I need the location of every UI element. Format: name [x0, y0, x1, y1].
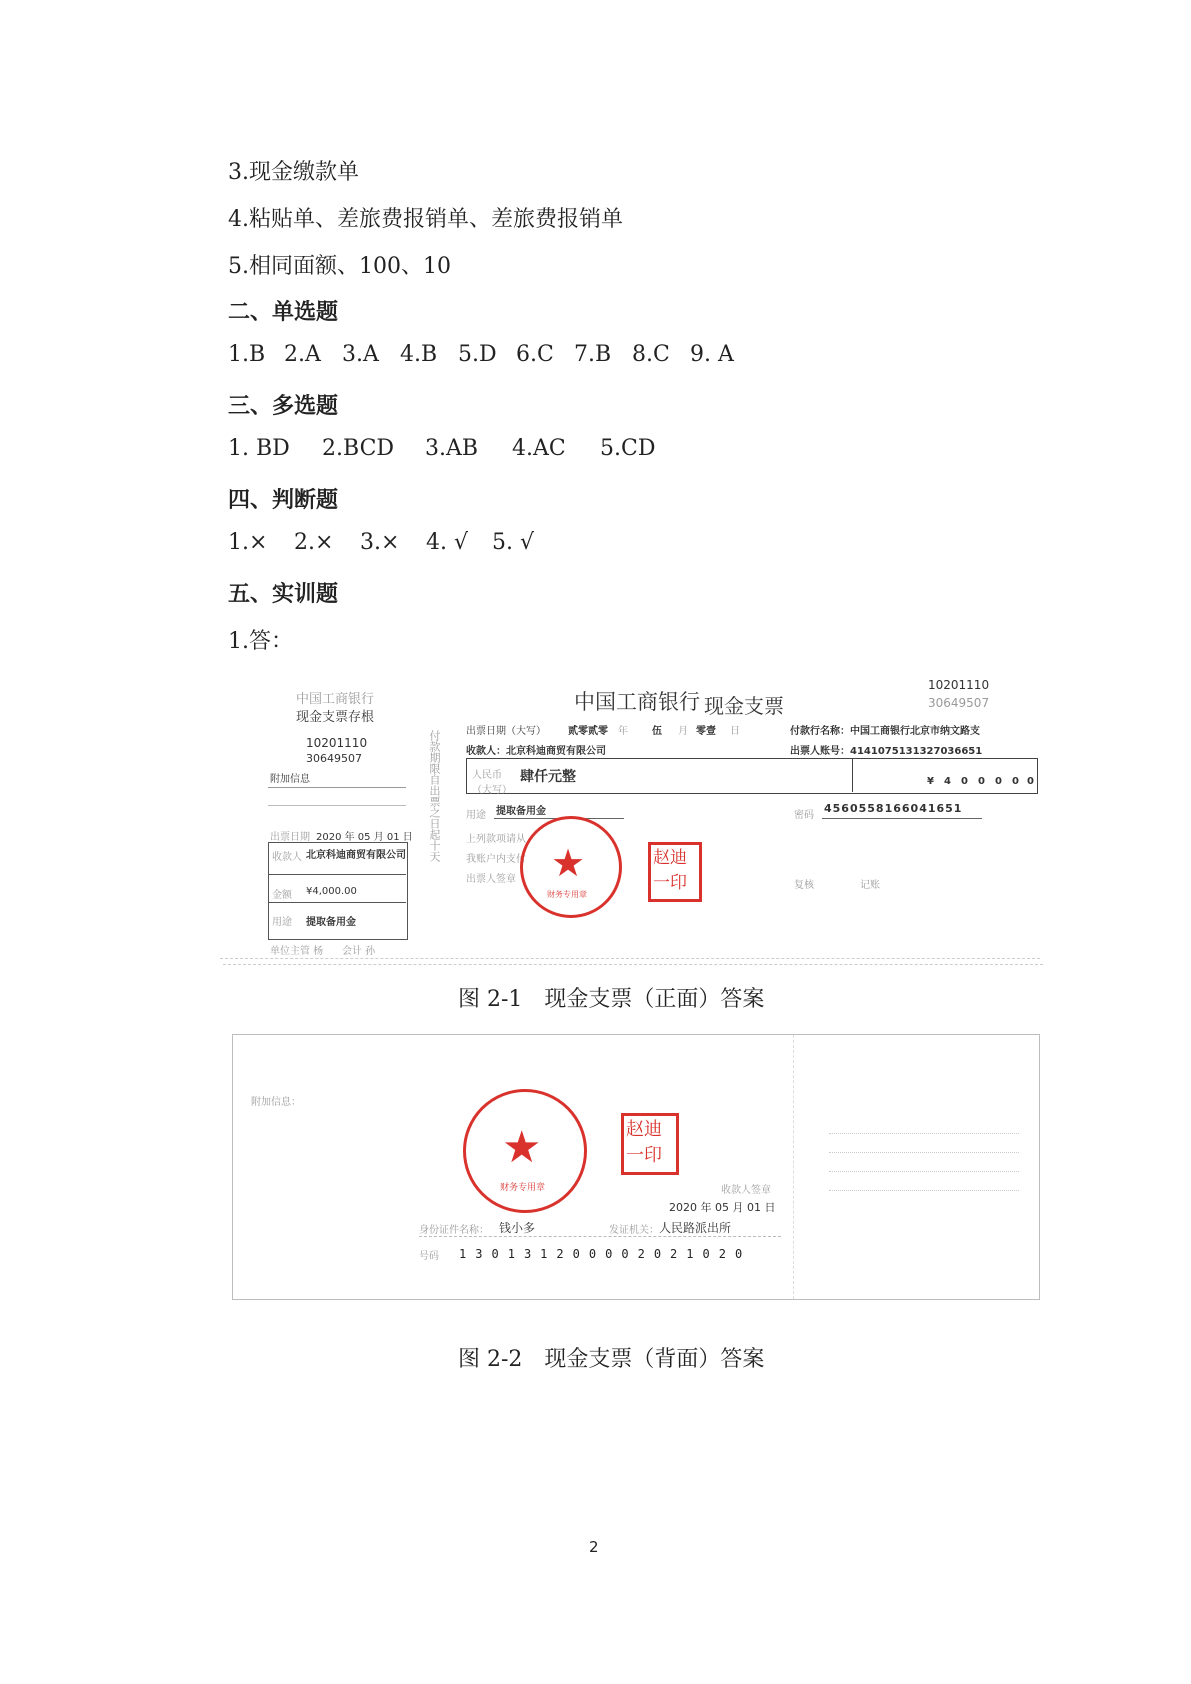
date-label: 出票日期（大写）	[466, 726, 546, 737]
id-digit: 3	[475, 1247, 492, 1261]
id-digit: 0	[653, 1247, 671, 1261]
stub-date: 2020 年 05 月 01 日	[316, 832, 413, 843]
stub-amount-label: 金额	[272, 890, 292, 901]
bank-name: 中国工商银行	[574, 690, 700, 714]
stub-use-label: 用途	[272, 917, 292, 928]
id-digit: 0	[702, 1247, 719, 1261]
practice-answer-label: 1.答：	[228, 629, 293, 654]
stub-line	[268, 787, 406, 788]
password-label: 密码	[794, 810, 814, 821]
id-digit: 0	[621, 1247, 638, 1261]
stub-bank: 中国工商银行	[296, 692, 375, 707]
date-day-unit: 日	[730, 726, 740, 737]
faint-line	[829, 1142, 1019, 1153]
company-stamp	[463, 1089, 587, 1213]
cheque-front-image	[220, 670, 1040, 955]
cheque-code2: 30649507	[928, 696, 990, 710]
answer-item: 7.B	[574, 342, 612, 367]
answer-item: 8.C	[632, 342, 670, 367]
judge-answers	[228, 530, 534, 555]
answer-item: 1.B	[228, 342, 266, 367]
side-text: 付款期限自出票之日起十天	[428, 730, 441, 862]
holder-name: 钱小多	[499, 1221, 536, 1235]
section-true-false: 四、判断题	[228, 488, 339, 513]
stub-payee-label: 收款人	[272, 852, 302, 863]
digit-0: ¥	[927, 776, 934, 787]
personal-seal	[621, 1113, 679, 1175]
stub-title: 现金支票存根	[296, 710, 375, 725]
cheque-back-image	[232, 1034, 1040, 1300]
section-multiple-choice: 三、多选题	[228, 394, 339, 419]
stub-payee: 北京科迪商贸有限公司	[306, 850, 406, 861]
date-day: 零壹	[696, 726, 716, 737]
section-practice: 五、实训题	[228, 582, 339, 607]
answer-item: 2.BCD	[322, 436, 395, 461]
figure-caption-1: 图 2-1 现金支票（正面）答案	[458, 987, 765, 1012]
id-digit: 0	[734, 1247, 752, 1261]
answer-item: 1. BD	[228, 436, 290, 461]
id-digits	[459, 1247, 751, 1261]
digit-2: 0	[961, 776, 968, 787]
amount-words: 肆仟元整	[520, 769, 576, 785]
stub-code2: 30649507	[306, 752, 362, 765]
faint-line	[829, 1180, 1019, 1191]
rule	[223, 964, 1043, 965]
digit-1: 4	[944, 776, 951, 787]
payee-sign-label: 收款人签章	[721, 1185, 771, 1196]
answer-item: 3.AB	[425, 436, 479, 461]
stamp-sub: 财务专用章	[547, 890, 587, 899]
password-underline	[822, 818, 982, 819]
note-1: 上列款项请从	[466, 834, 526, 845]
note-3: 出票人签章	[466, 874, 516, 885]
date-month-unit: 月	[678, 726, 688, 737]
star-icon: ★	[502, 1122, 542, 1173]
id-digit: 1	[459, 1247, 476, 1261]
id-digit: 2	[670, 1247, 687, 1261]
company-stamp	[520, 816, 622, 918]
stamp-sub: 财务专用章	[500, 1183, 546, 1193]
cert-label: 身份证件名称：	[419, 1225, 489, 1236]
seal-text: 赵迪一印	[626, 1119, 662, 1166]
cheque-code1: 10201110	[928, 678, 990, 692]
page-number: 2	[589, 1538, 599, 1556]
endorse-label: 附加信息：	[251, 1097, 301, 1108]
id-digit: 1	[686, 1247, 703, 1261]
digit-6: 0	[1027, 776, 1034, 787]
issuer-label: 发证机关：	[609, 1225, 659, 1236]
id-digit: 2	[556, 1247, 573, 1261]
stub-line	[268, 805, 406, 806]
id-digit: 0	[491, 1247, 508, 1261]
back-divider	[793, 1035, 794, 1299]
use-value: 提取备用金	[496, 806, 546, 817]
id-label: 号码	[419, 1251, 439, 1262]
answer-item: 2.×	[294, 530, 334, 555]
cert-underline	[419, 1236, 781, 1237]
payer-bank: 付款行名称：中国工商银行北京市纳文路支	[790, 726, 980, 737]
digit-4: 0	[995, 776, 1002, 787]
stub-date-label: 出票日期	[270, 832, 310, 843]
single-answers	[228, 342, 734, 367]
section-single-choice: 二、单选题	[228, 300, 339, 325]
faint-line	[829, 1123, 1019, 1134]
digit-3: 0	[978, 776, 985, 787]
password: 4560558166041651	[824, 802, 963, 815]
id-digit: 0	[572, 1247, 589, 1261]
back-date: 2020 年 05 月 01 日	[669, 1201, 776, 1214]
answer-item: 5.D	[458, 342, 497, 367]
faint-line	[829, 1161, 1019, 1172]
record-label: 记账	[860, 880, 880, 891]
answer-line-4: 4.粘贴单、差旅费报销单、差旅费报销单	[228, 207, 623, 232]
id-digit: 1	[540, 1247, 557, 1261]
date-year: 贰零贰零	[568, 726, 608, 737]
figure-caption-2: 图 2-2 现金支票（背面）答案	[458, 1347, 765, 1372]
id-digit: 2	[718, 1247, 735, 1261]
review-label: 复核	[794, 880, 814, 891]
answer-item: 4. √	[426, 530, 469, 555]
answer-item: 4.B	[400, 342, 438, 367]
answer-item: 2.A	[284, 342, 321, 367]
stub-line	[268, 874, 406, 875]
multi-answers	[228, 436, 655, 461]
stub-code1: 10201110	[306, 736, 368, 750]
personal-seal	[648, 842, 702, 902]
stub-manager: 单位主管 杨	[270, 946, 324, 957]
answer-line-5: 5.相同面额、100、10	[228, 254, 451, 279]
answer-item: 9. A	[690, 342, 734, 367]
star-icon: ★	[551, 841, 586, 885]
answer-item: 5.CD	[600, 436, 656, 461]
note-2: 我账户内支付	[466, 854, 526, 865]
id-digit: 1	[507, 1247, 524, 1261]
cheque-title: 现金支票	[704, 694, 784, 718]
date-month: 伍	[652, 726, 662, 737]
issuer: 人民路派出所	[659, 1221, 732, 1235]
stub-extra: 附加信息	[270, 774, 310, 785]
digit-5: 0	[1012, 776, 1019, 787]
stub-accountant: 会计 孙	[342, 946, 376, 957]
stub-amount: ¥4,000.00	[306, 886, 357, 897]
rmb-label: 人民币（大写）	[472, 770, 512, 796]
answer-item: 3.A	[342, 342, 379, 367]
back-right-lines	[829, 1115, 1019, 1205]
account-number: 出票人账号：41410751313270366​51	[790, 746, 983, 757]
stub-line	[268, 902, 406, 903]
stub-use: 提取备用金	[306, 917, 356, 928]
answer-item: 5. √	[492, 530, 535, 555]
answer-line-3: 3.现金缴款单	[228, 160, 359, 185]
use-label: 用途	[466, 810, 486, 821]
id-digit: 2	[637, 1247, 654, 1261]
payee: 收款人：北京科迪商贸有限公司	[466, 746, 606, 757]
id-digit: 0	[605, 1247, 622, 1261]
perforation	[220, 958, 1040, 959]
answer-item: 4.AC	[512, 436, 566, 461]
answer-item: 3.×	[360, 530, 400, 555]
seal-text: 赵迪一印	[653, 848, 687, 893]
date-year-unit: 年	[618, 726, 628, 737]
answer-item: 6.C	[516, 342, 554, 367]
id-digit: 0	[588, 1247, 606, 1261]
answer-item: 1.×	[228, 530, 268, 555]
id-digit: 3	[523, 1247, 541, 1261]
